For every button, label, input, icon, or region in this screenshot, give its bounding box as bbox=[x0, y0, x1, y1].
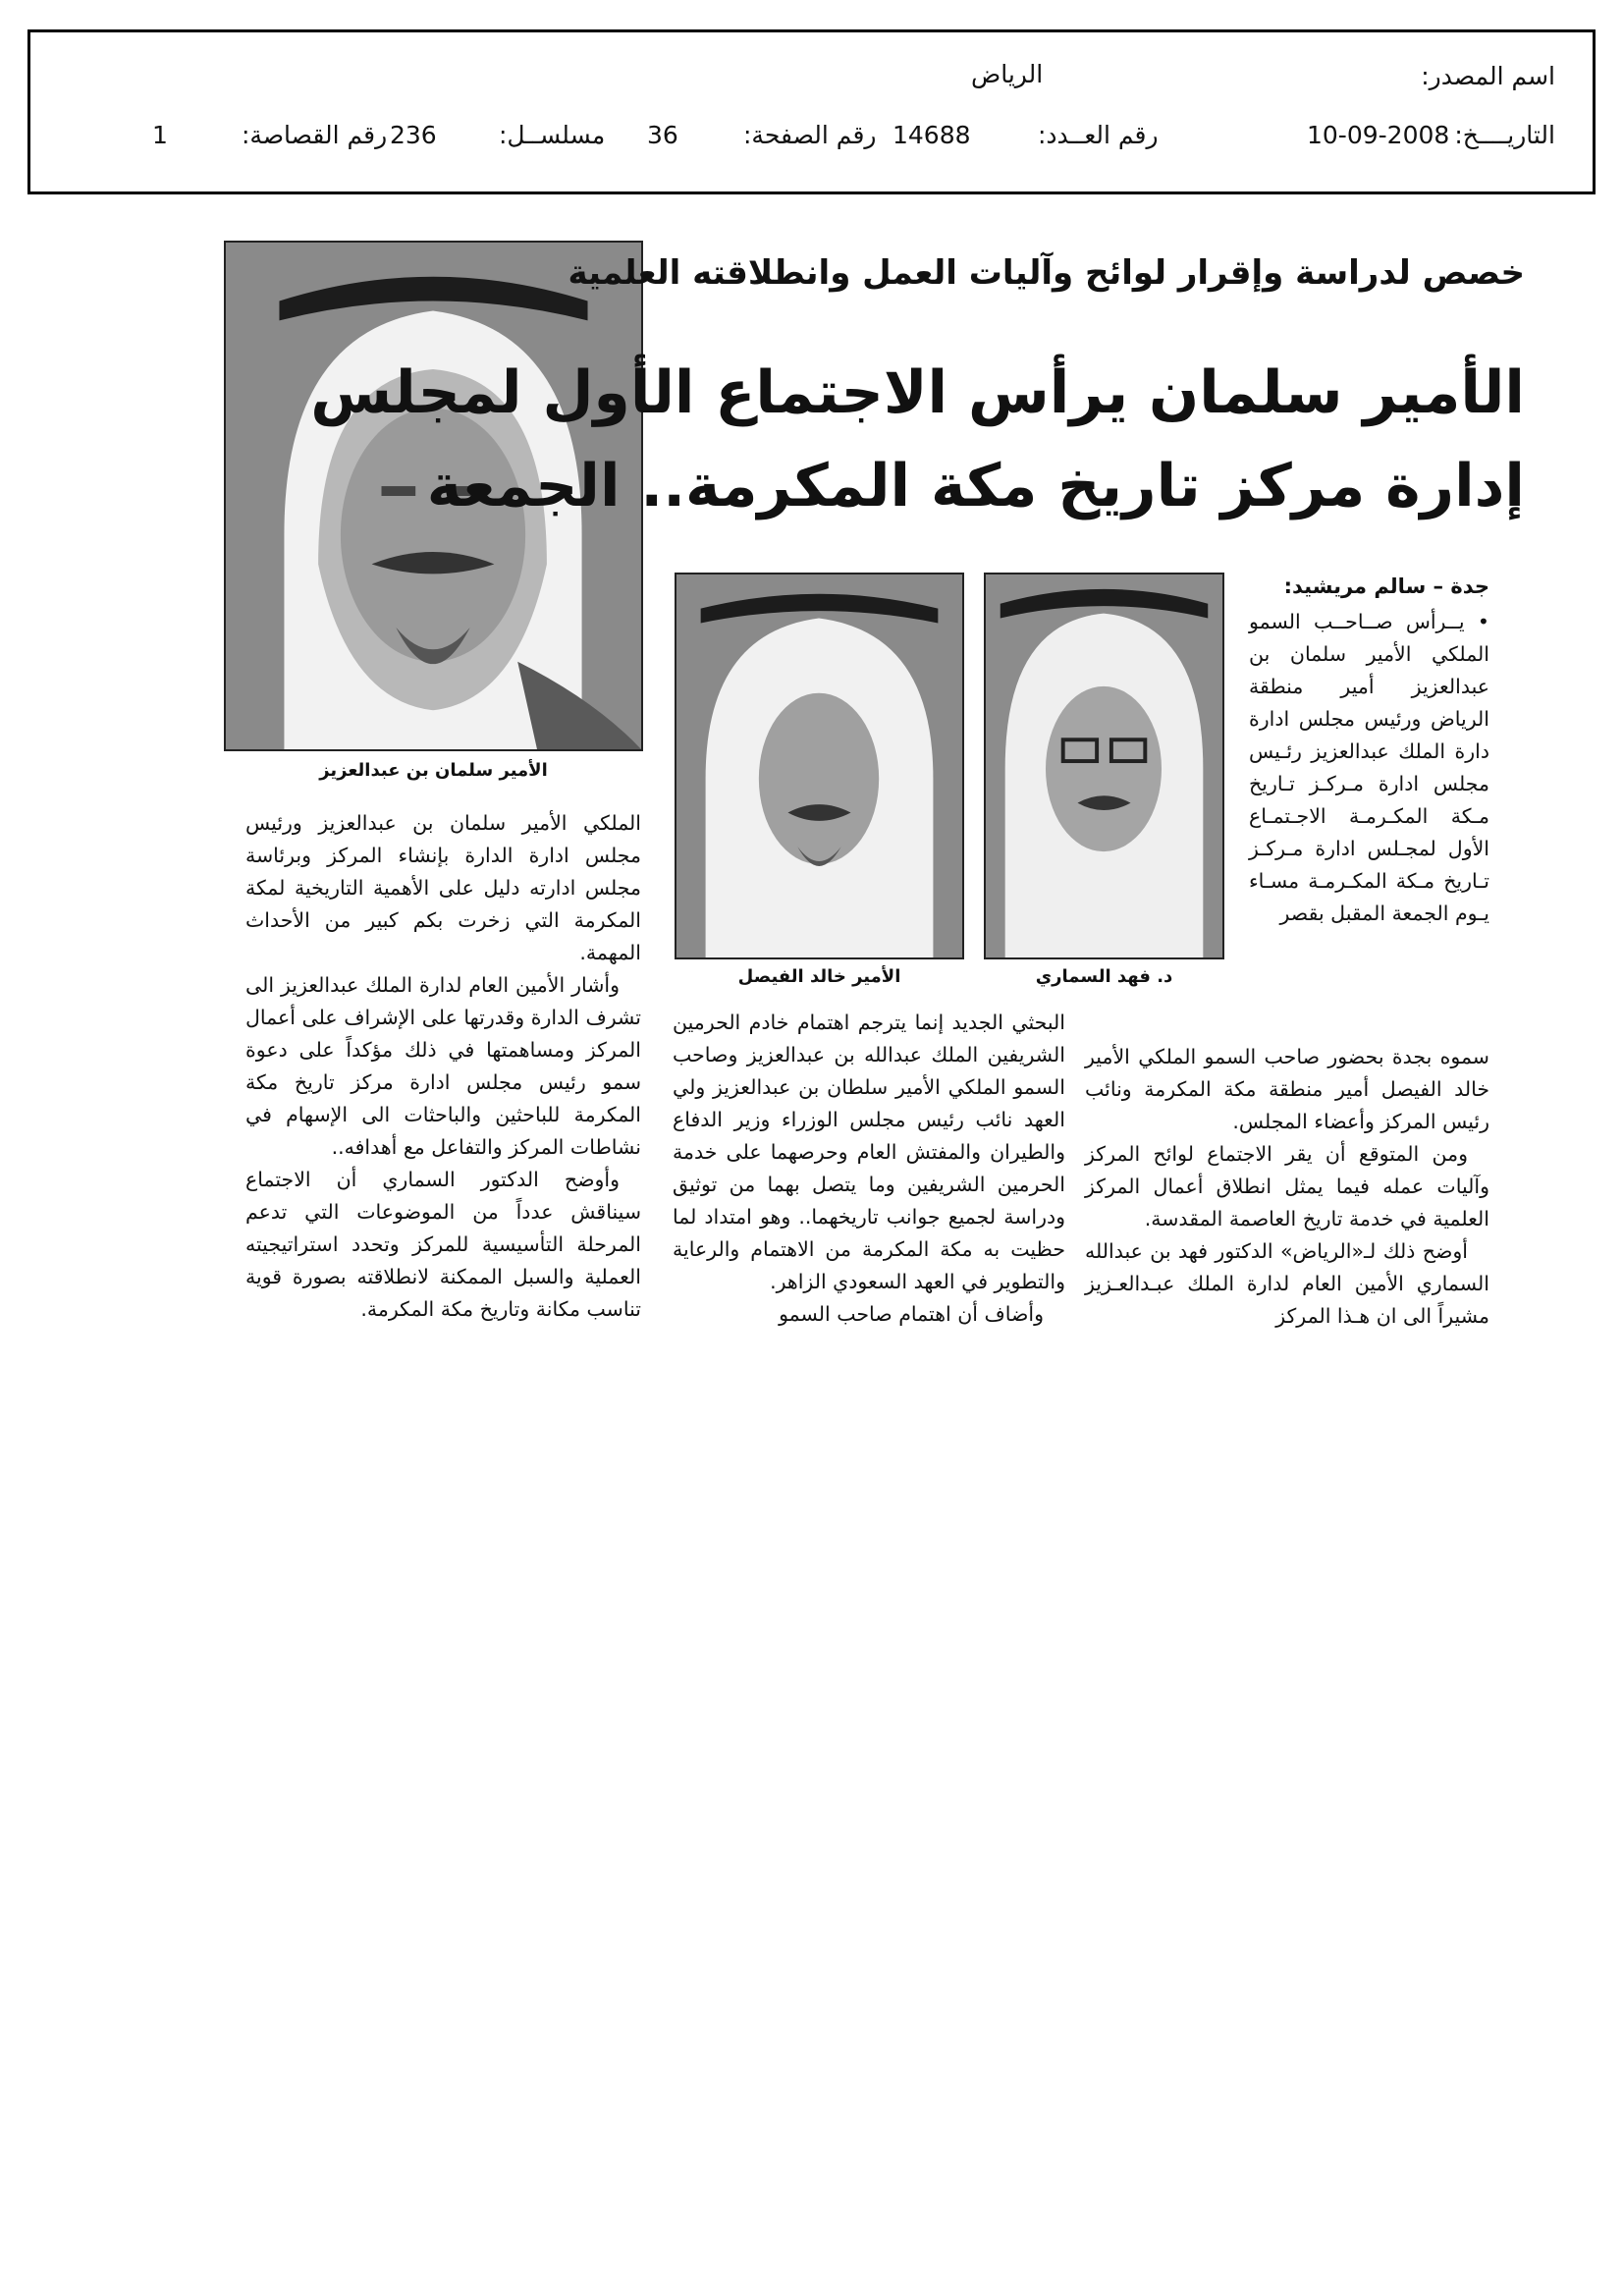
serial-value: 236 bbox=[390, 121, 437, 149]
page-number-label: رقم الصفحة: bbox=[743, 121, 877, 149]
article-column-right bbox=[1085, 1041, 1489, 1333]
clip-number-label: رقم القصاصة: bbox=[242, 121, 388, 149]
photo-khalid-alfaisal bbox=[675, 573, 964, 959]
article-title-line1: الأمير سلمان يرأس الاجتماع الأول لمجلس bbox=[310, 358, 1525, 427]
article-byline: جدة – سالم مريشيد: bbox=[1283, 574, 1489, 598]
source-value: الرياض bbox=[971, 60, 1044, 88]
page-number-value: 36 bbox=[647, 121, 678, 149]
right-photo-caption: د. فهد السماري bbox=[1035, 966, 1173, 987]
photo-fahd-alsamari bbox=[984, 573, 1224, 959]
clip-number-value: 1 bbox=[152, 121, 168, 149]
article-paragraph: البحثي الجديد إنما يترجم اهتمام خادم الحرمين الشريفين الملك عبدالله بن عبدالعزيز وصاحب السمو الملكي الأمير سلطان بن عبدالعزيز ولي العهد نائب رئيس مجلس الوزراء وزير الدفاع والطيران والمفتش العام وحرصهما على خدمة الحرمين الشريفين وما يتصل بهما من توثيق ودراسة لجميع جوانب تاريخهما.. وهو امتداد لما حظيت به مكة المكرمة من الاهتمام والرعاية والتطوير في العهد السعودي الزاهر. bbox=[673, 1011, 1065, 1293]
article-paragraph: • يــرأس صــاحــب السمو الملكي الأمير سلمان بن عبدالعزيز أمير منطقة الرياض ورئيس مجلس ادارة دارة الملك عبدالعزيز رئـيس مجلس ادارة مـركـز تـاريخ مـكة المكـرمـة الاجـتمـاع الأول لمجـلس ادارة مـركـز تـاريخ مـكة المكـرمـة مسـاء يـوم الجمعة المقبل بقصر bbox=[1249, 610, 1489, 925]
article-column-left bbox=[245, 807, 641, 1326]
portrait-image bbox=[676, 574, 962, 957]
article-column-right-narrow bbox=[1249, 606, 1489, 930]
issue-label: رقم العــدد: bbox=[1038, 121, 1159, 149]
clipping-info-box bbox=[27, 29, 1596, 194]
source-label: اسم المصدر: bbox=[1421, 62, 1555, 90]
article-paragraph: وأضاف أن اهتمام صاحب السمو bbox=[779, 1302, 1044, 1326]
date-label: التاريــــخ: bbox=[1454, 121, 1555, 149]
serial-label: مسلســل: bbox=[499, 121, 606, 149]
article-column-middle bbox=[673, 1007, 1065, 1331]
article-paragraph: وأوضح الدكتور السماري أن الاجتماع سيناقش عدداً من الموضوعات التي تدعم المرحلة التأسيسية للمركز وتحدد استراتيجيته العملية والسبل الممكنة لانطلاقته بصورة قوية تناسب مكانة وتاريخ مكة المكرمة. bbox=[245, 1168, 641, 1321]
article-paragraph: الملكي الأمير سلمان بن عبدالعزيز ورئيس مجلس ادارة الدارة بإنشاء المركز وبرئاسة مجلس ادارته دليل على الأهمية التاريخية لمكة المكرمة التي زخرت بكم كبير من الأحداث المهمة. bbox=[245, 811, 641, 964]
date-value: 10-09-2008 bbox=[1307, 121, 1450, 149]
article-title-line2: إدارة مركز تاريخ مكة المكرمة.. الجمعة bbox=[426, 452, 1525, 520]
main-photo-caption: الأمير سلمان بن عبدالعزيز bbox=[319, 760, 548, 781]
issue-value: 14688 bbox=[893, 121, 971, 149]
article-paragraph: وأشار الأمين العام لدارة الملك عبدالعزيز الى تشرف الدارة وقدرتها على الإشراف على أعمال المركز ومساهمتها في ذلك مؤكداً على دعوة سمو رئيس مجلس ادارة مركز تاريخ مكة المكرمة للباحثين والباحثات الى الإسهام في نشاطات المركز والتفاعل مع أهدافه.. bbox=[245, 973, 641, 1159]
portrait-image bbox=[986, 574, 1222, 957]
article-kicker: خصص لدراسة وإقرار لوائح وآليات العمل وانطلاقته العلمية bbox=[568, 253, 1525, 293]
article-paragraph: ومن المتوقع أن يقر الاجتماع لوائح المركز وآليات عمله فيما يمثل انطلاق أعمال المركز العلمية في خدمة تاريخ العاصمة المقدسة. bbox=[1085, 1142, 1489, 1230]
middle-photo-caption: الأمير خالد الفيصل bbox=[737, 966, 901, 987]
article-paragraph: سموه بجدة بحضور صاحب السمو الملكي الأمير خالد الفيصل أمير منطقة مكة المكرمة ونائب رئيس المركز وأعضاء المجلس. bbox=[1085, 1045, 1489, 1133]
article-paragraph: أوضح ذلك لـ«الرياض» الدكتور فهد بن عبدالله السماري الأمين العام لدارة الملك عبـدالعـزيز مشيراً الى ان هـذا المركز bbox=[1085, 1239, 1489, 1328]
